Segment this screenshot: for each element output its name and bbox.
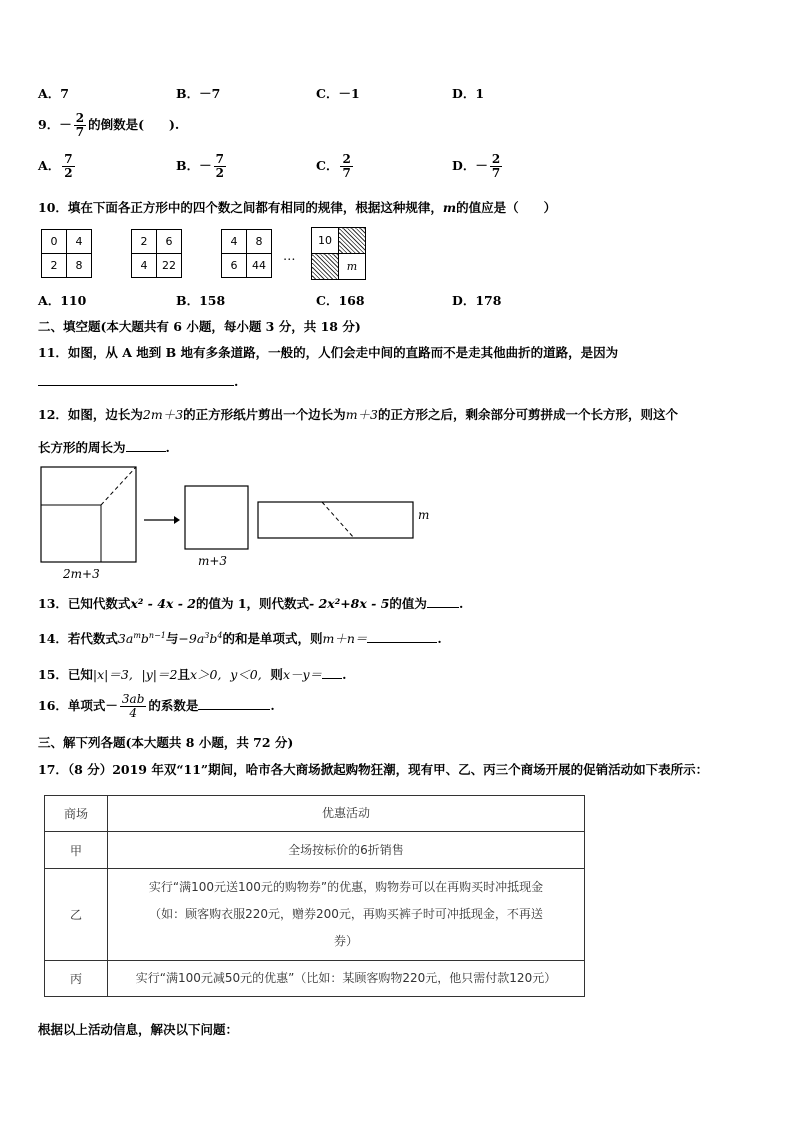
table-row bbox=[45, 961, 585, 997]
square-cell: 6 bbox=[157, 230, 182, 254]
label-m: m bbox=[418, 508, 430, 522]
number-square-1 bbox=[41, 229, 92, 278]
store-cell: 丙 bbox=[45, 961, 108, 997]
square-cell: 4 bbox=[132, 254, 157, 278]
q8-option-b: B．－7 bbox=[176, 86, 221, 101]
section-3-heading: 三、解下列各题(本大题共 8 小题，共 72 分) bbox=[38, 735, 294, 750]
table-row bbox=[45, 832, 585, 869]
square-cell: 8 bbox=[67, 254, 92, 278]
square-cell: 22 bbox=[157, 254, 182, 278]
diagonal-dashed-line bbox=[101, 467, 136, 505]
q8-option-d: D．1 bbox=[452, 86, 485, 101]
q11-answer-line: . bbox=[38, 374, 238, 389]
q17-stem: 17．（8 分）2019 年双“11”期间，哈市各大商场掀起购物狂潮，现有甲、乙、丙三个商场开展的促销活动如下表所示： bbox=[38, 762, 709, 777]
square-cell: 8 bbox=[247, 230, 272, 254]
q10-stem: 10．填在下面各正方形中的四个数之间都有相同的规律，根据这种规律，m的值应是（ ） bbox=[38, 200, 557, 215]
q10-option-b: B．158 bbox=[176, 293, 226, 308]
q16-stem: 16．单项式－ $\frac{3ab}{4}$ 的系数是 . bbox=[38, 692, 275, 720]
number-square-4 bbox=[311, 227, 366, 280]
q11-stem: 11．如图，从 A 地到 B 地有多条道路，一般的，人们会走中间的直路而不是走其他曲折的道路，是因为 bbox=[38, 345, 619, 360]
q15-stem: 15．已知|x|＝3, |y|＝2且x＞0, y＜0, 则x－y＝ . bbox=[38, 667, 347, 682]
number-square-3 bbox=[221, 229, 272, 278]
follow-up-text: 根据以上活动信息，解决以下问题： bbox=[38, 1022, 239, 1037]
q9-option-c: C． $\frac{2}{7}$ bbox=[316, 152, 351, 180]
activity-cell: 全场按标价的6折销售 bbox=[108, 832, 585, 869]
q8-option-c: C．－1 bbox=[316, 86, 360, 101]
q9-option-b: B．－ $\frac{7}{2}$ bbox=[176, 152, 224, 180]
square-cell: 2 bbox=[42, 254, 67, 278]
q8-option-a: A．7 bbox=[38, 86, 69, 101]
table-header-activity: 优惠活动 bbox=[108, 796, 585, 832]
q10-option-d: D．178 bbox=[452, 293, 502, 308]
table-header-store: 商场 bbox=[45, 796, 108, 832]
q13-stem: 13．已知代数式x² - 4x - 2的值为 1，则代数式- 2x²+8x - 5的值为 . bbox=[38, 596, 464, 611]
label-m-plus-3: m+3 bbox=[198, 554, 228, 568]
promotion-table bbox=[44, 795, 585, 997]
store-cell: 甲 bbox=[45, 832, 108, 869]
hatched-cell bbox=[339, 228, 366, 254]
q10-option-c: C．168 bbox=[316, 293, 365, 308]
square-cell: 0 bbox=[42, 230, 67, 254]
store-cell: 乙 bbox=[45, 869, 108, 961]
arrow-head bbox=[174, 516, 180, 524]
ellipsis: … bbox=[283, 248, 296, 263]
square-cell: 2 bbox=[132, 230, 157, 254]
q10-option-a: A．110 bbox=[38, 293, 87, 308]
big-square bbox=[41, 467, 136, 562]
q12-figure bbox=[36, 462, 456, 584]
section-2-heading: 二、填空题(本大题共有 6 小题，每小题 3 分，共 18 分) bbox=[38, 319, 361, 334]
q9-option-d: D．－ $\frac{2}{7}$ bbox=[452, 152, 501, 180]
square-cell: 6 bbox=[222, 254, 247, 278]
hatched-cell bbox=[312, 254, 339, 280]
small-square bbox=[185, 486, 248, 549]
q9-option-a: A． $\frac{7}{2}$ bbox=[38, 152, 73, 180]
table-row bbox=[45, 869, 585, 961]
q12-line2: 长方形的周长为 . bbox=[38, 440, 170, 455]
activity-cell: 实行“满100元送100元的购物券”的优惠，购物券可以在再购买时冲抵现金 （如：顾客购衣服220元，赠券200元，再购买裤子时可冲抵现金，不再送 券） bbox=[108, 869, 585, 961]
square-cell: 4 bbox=[222, 230, 247, 254]
rect-dashed-line bbox=[322, 502, 354, 538]
number-square-2 bbox=[131, 229, 182, 278]
square-cell: 4 bbox=[67, 230, 92, 254]
square-cell: 44 bbox=[247, 254, 272, 278]
activity-cell: 实行“满100元减50元的优惠”（比如：某顾客购物220元，他只需付款120元） bbox=[108, 961, 585, 997]
square-cell: 10 bbox=[312, 228, 339, 254]
label-2m-plus-3: 2m+3 bbox=[63, 567, 100, 581]
q12-stem: 12．如图，边长为2m＋3的正方形纸片剪出一个边长为m＋3的正方形之后，剩余部分可剪拼成一个长方形，则这个 bbox=[38, 407, 679, 422]
q14-stem: 14．若代数式$3a^mb^{n-1}$与$-9a^3b^4$的和是单项式，则m＋n＝ . bbox=[38, 630, 442, 646]
square-cell-m: m bbox=[339, 254, 366, 280]
rectangle bbox=[258, 502, 413, 538]
q9-stem: 9．－ $\frac{2}{7}$ 的倒数是( ). bbox=[38, 111, 180, 139]
